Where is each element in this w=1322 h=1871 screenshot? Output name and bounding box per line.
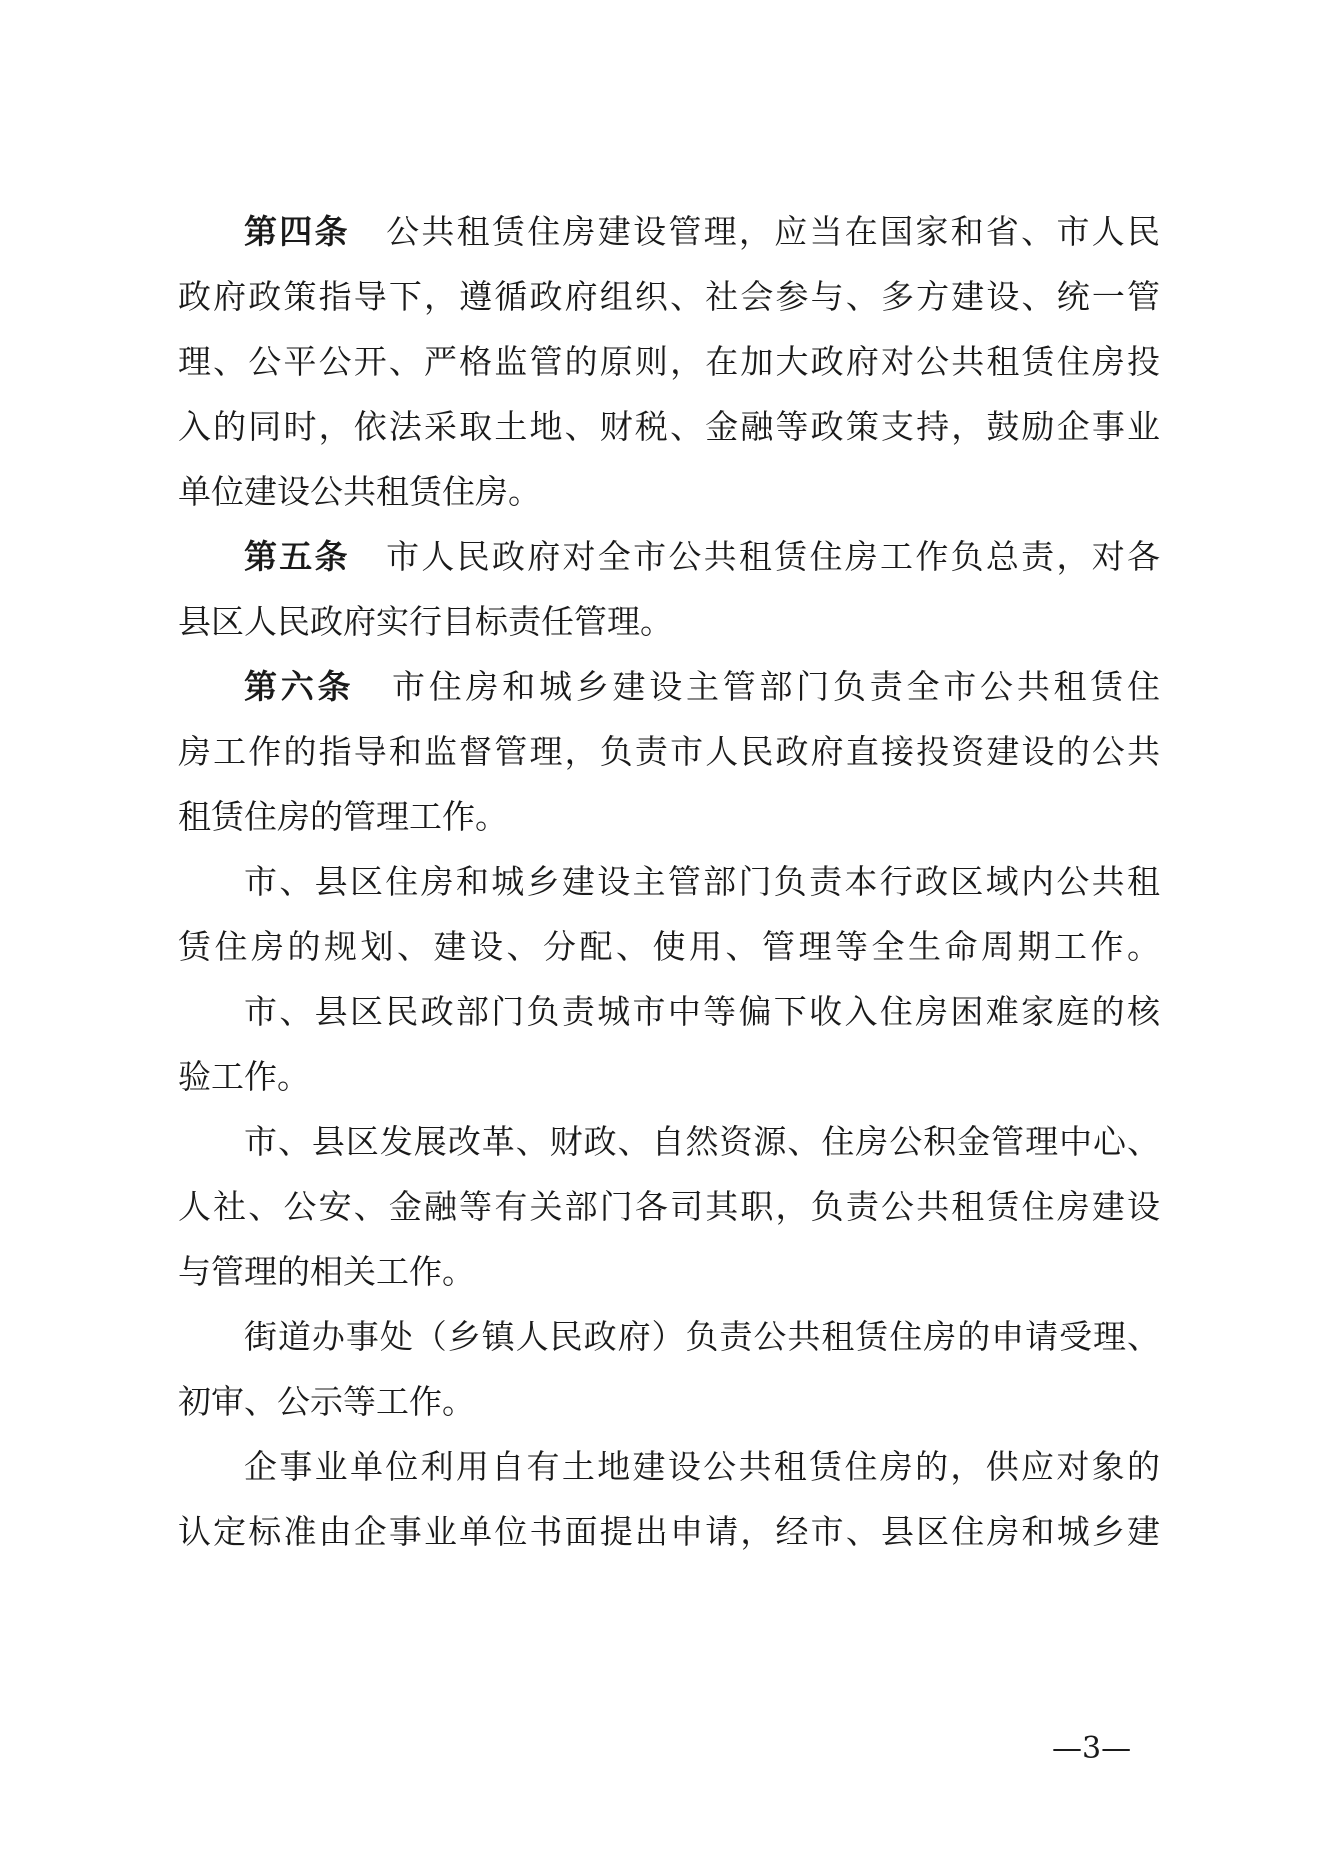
article4-line-1 [178, 197, 1160, 267]
article5-line-1 [178, 522, 1160, 592]
article6-para3-line-2: 验工作。 [178, 1057, 310, 1096]
article6-para2-line-2: 赁住房的规划、建设、分配、使用、管理等全生命周期工作。 [178, 927, 1160, 966]
article6-heading: 第六条 [244, 667, 355, 706]
article6-para5-line-1: 街道办事处（乡镇人民政府）负责公共租赁住房的申请受理、 [244, 1317, 1160, 1356]
article4-line-2: 政府政策指导下，遵循政府组织、社会参与、多方建设、统一管 [178, 277, 1160, 316]
article6-para3-line-1: 市、县区民政部门负责城市中等偏下收入住房困难家庭的核 [244, 992, 1160, 1031]
article6-para4-line-1: 市、县区发展改革、财政、自然资源、住房公积金管理中心、 [244, 1122, 1160, 1161]
article4-line-3: 理、公平公开、严格监管的原则，在加大政府对公共租赁住房投 [178, 342, 1160, 381]
article6-line-3: 租赁住房的管理工作。 [178, 797, 508, 836]
article4-text-1: 公共租赁住房建设管理，应当在国家和省、市人民 [383, 212, 1160, 251]
article6-para2-line-1: 市、县区住房和城乡建设主管部门负责本行政区域内公共租 [244, 862, 1160, 901]
article4-heading: 第四条 [244, 212, 350, 251]
article5-line-2: 县区人民政府实行目标责任管理。 [178, 602, 673, 641]
article6-para6-line-1: 企事业单位利用自有土地建设公共租赁住房的，供应对象的 [244, 1447, 1160, 1486]
article5-heading: 第五条 [244, 537, 350, 576]
page-number: —3— [1052, 1731, 1132, 1766]
article6-para4-line-3: 与管理的相关工作。 [178, 1252, 475, 1291]
article6-para6-line-2: 认定标准由企事业单位书面提出申请，经市、县区住房和城乡建 [178, 1512, 1160, 1551]
article5-text-1: 市人民政府对全市公共租赁住房工作负总责，对各 [383, 537, 1160, 576]
article4-line-4: 入的同时，依法采取土地、财税、金融等政策支持，鼓励企事业 [178, 407, 1160, 446]
article6-para4-line-2: 人社、公安、金融等有关部门各司其职，负责公共租赁住房建设 [178, 1187, 1160, 1226]
article6-line-2: 房工作的指导和监督管理，负责市人民政府直接投资建设的公共 [178, 732, 1160, 771]
article4-line-5: 单位建设公共租赁住房。 [178, 472, 541, 511]
article6-text-1: 市住房和城乡建设主管部门负责全市公共租赁住 [388, 667, 1160, 706]
article6-para5-line-2: 初审、公示等工作。 [178, 1382, 475, 1421]
article6-line-1 [178, 652, 1160, 722]
